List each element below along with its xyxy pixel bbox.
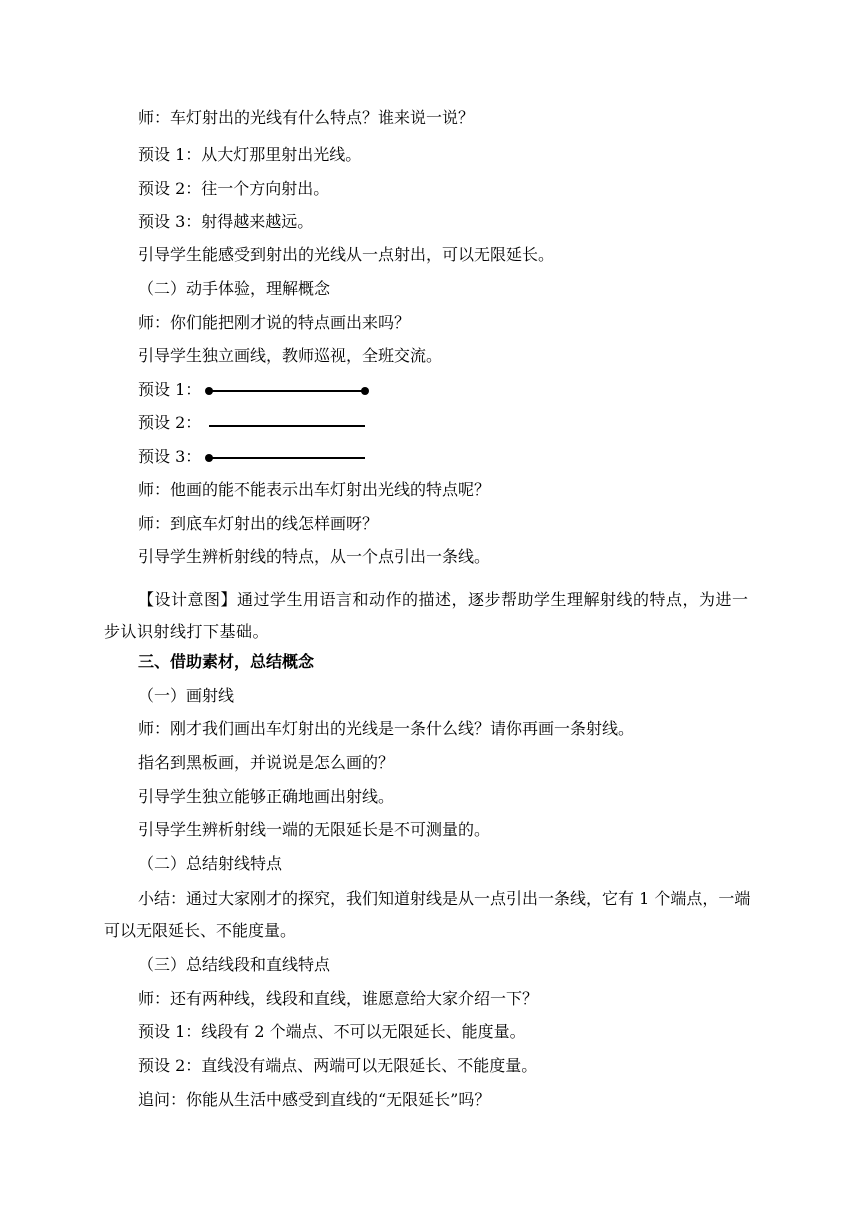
text-line: 预设 3：射得越来越远。 [138, 212, 314, 231]
subsection-heading: （二）总结射线特点 [138, 854, 283, 873]
text-line: 预设 1：从大灯那里射出光线。 [138, 145, 362, 164]
text-line: 引导学生辨析射线一端的无限延长是不可测量的。 [138, 820, 491, 839]
subsection-heading: （二）动手体验，理解概念 [138, 279, 331, 298]
section-heading: 三、借助素材，总结概念 [138, 652, 315, 671]
text-line: 师：还有两种线，线段和直线，谁愿意给大家介绍一下？ [138, 989, 539, 1008]
text-line: 引导学生独立能够正确地画出射线。 [138, 787, 395, 806]
text-line: 追问：你能从生活中感受到直线的“无限延长”吗？ [138, 1090, 491, 1109]
subsection-heading: （一）画射线 [138, 686, 235, 705]
text-line: 预设 2：直线没有端点、两端可以无限延长、不能度量。 [138, 1056, 538, 1075]
text-line: 师：他画的能不能表示出车灯射出光线的特点呢？ [138, 480, 491, 499]
text-line: 预设 2：往一个方向射出。 [138, 179, 330, 198]
text-line: 引导学生能感受到射出的光线从一点射出，可以无限延长。 [138, 245, 555, 264]
preset-label: 预设 1： [138, 380, 202, 399]
summary-paragraph: 小结：通过大家刚才的探究，我们知道射线是从一点引出一条线，它有 1 个端点，一端可以无限延长、不能度量。 [104, 889, 751, 940]
text-line: 指名到黑板画，并说说是怎么画的？ [138, 753, 395, 772]
text-line: 师：到底车灯射出的线怎样画呀？ [138, 514, 379, 533]
text-line: 预设 1：线段有 2 个端点、不可以无限延长、能度量。 [138, 1022, 526, 1041]
text-line: 师：你们能把刚才说的特点画出来吗？ [138, 313, 411, 332]
line-segment-figure [205, 384, 375, 398]
text-line: 师：刚才我们画出车灯射出的光线是一条什么线？请你再画一条射线。 [138, 719, 635, 738]
preset-segment-line [138, 380, 375, 400]
text-line: 师：车灯射出的光线有什么特点？谁来说一说？ [138, 108, 475, 127]
text-line: 引导学生独立画线，教师巡视，全班交流。 [138, 346, 443, 365]
design-intent-paragraph: 【设计意图】通过学生用语言和动作的描述，逐步帮助学生理解射线的特点，为进一步认识射线打下基础。 [104, 590, 749, 641]
straight-line-figure [205, 417, 375, 431]
preset-ray-line [138, 447, 375, 467]
preset-label: 预设 2： [138, 413, 202, 432]
ray-figure [205, 451, 375, 465]
subsection-heading: （三）总结线段和直线特点 [138, 955, 331, 974]
text-line: 引导学生辨析射线的特点，从一个点引出一条线。 [138, 547, 491, 566]
preset-label: 预设 3： [138, 447, 202, 466]
preset-line-line [138, 413, 375, 433]
